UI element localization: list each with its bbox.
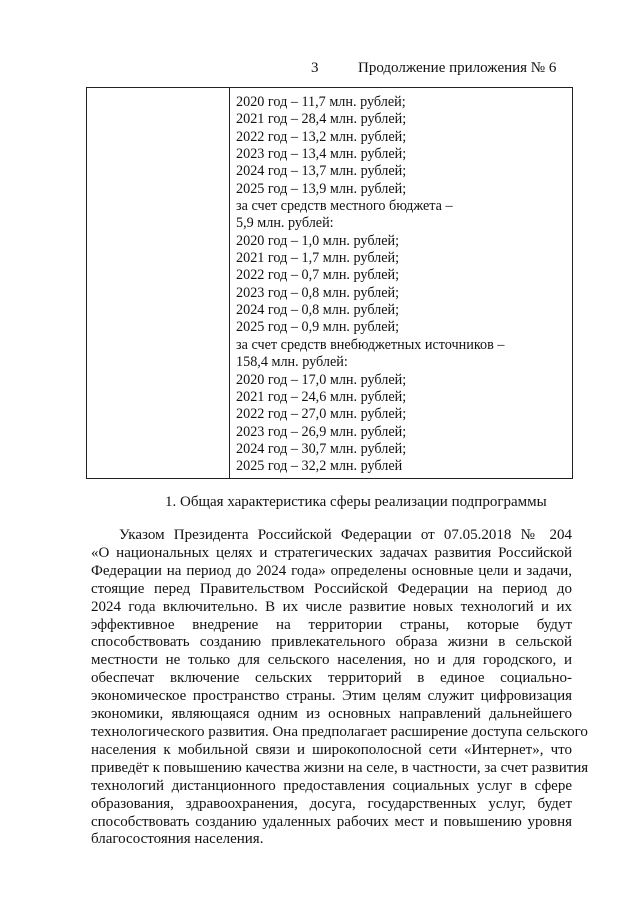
paragraph-line: 2024 года включительно. В их числе развитие новых технологий и их [91,598,572,615]
paragraph-line: благосостояния населения. [91,831,264,848]
body-paragraph [91,527,589,849]
table-line: 2024 год – 13,7 млн. рублей; [236,163,407,180]
table-line: 2025 год – 32,2 млн. рублей [236,458,403,475]
paragraph-line: экономики, являющаяся одним из основных направлений дальнейшего [91,706,572,723]
table-line: 2025 год – 0,9 млн. рублей; [236,319,400,336]
paragraph-line: местности не только для сельского населения, но и для городского, и [91,652,572,669]
paragraph-line: стоящие перед Правительством Российской Федерации на период до [91,580,572,597]
paragraph-line: способствовать созданию привлекательного образа жизни в сельской [91,634,572,651]
paragraph-line: технологий дистанционного предоставления социальных услуг в сфере [91,777,572,794]
paragraph-line: «О национальных целях и стратегических задачах развития Российской [91,544,572,561]
table-line: 2025 год – 13,9 млн. рублей; [236,180,407,197]
paragraph-line: экономическое пространство страны. Этим целям служит цифровизация [91,688,572,705]
funding-table [86,87,573,479]
paragraph-line: населения к мобильной связи и широкополосной сети «Интернет», что [91,741,572,758]
page-header [0,60,640,80]
appendix-continuation-title: Продолжение приложения № 6 [358,60,557,76]
table-line: 2020 год – 17,0 млн. рублей; [236,371,407,388]
table-line: 5,9 млн. рублей: [236,215,334,232]
table-line: 2020 год – 11,7 млн. рублей; [236,94,406,110]
paragraph-line: Указом Президента Российской Федерации от 07.05.2018 № 204 [119,527,572,543]
table-line: 2022 год – 13,2 млн. рублей; [236,128,407,145]
paragraph-line: Федерации на период до 2024 года» определены основные цели и задачи, [91,562,572,579]
table-line: 2021 год – 24,6 млн. рублей; [236,388,407,405]
paragraph-line: обеспечат включение сельских территорий в единое социально- [91,670,572,687]
table-line: 2024 год – 0,8 млн. рублей; [236,302,400,319]
paragraph-line: приведёт к повышению качества жизни на селе, в частности, за счет развития [91,759,589,776]
funding-table-cell [236,94,568,476]
table-line: 158,4 млн. рублей: [236,354,348,371]
table-column-divider [229,88,230,478]
table-line: 2021 год – 28,4 млн. рублей; [236,111,407,128]
page-number: 3 [311,60,319,76]
table-line: 2021 год – 1,7 млн. рублей; [236,250,400,267]
table-line: 2022 год – 0,7 млн. рублей; [236,267,400,284]
table-line: 2020 год – 1,0 млн. рублей; [236,232,400,249]
paragraph-line: технологического развития. Она предполагает расширение доступа сельского [91,723,588,740]
section-heading: 1. Общая характеристика сферы реализации подпрограммы [165,494,547,510]
table-line: за счет средств внебюджетных источников – [236,336,505,353]
table-line: 2023 год – 26,9 млн. рублей; [236,423,407,440]
table-line: 2024 год – 30,7 млн. рублей; [236,440,407,457]
paragraph-line: эффективное внедрение на территории страны, которые будут [91,616,572,633]
table-line: за счет средств местного бюджета – [236,198,453,215]
paragraph-line: способствовать созданию удаленных рабочих мест и повышению уровня [91,813,572,830]
table-line: 2023 год – 13,4 млн. рублей; [236,146,407,163]
table-line: 2022 год – 27,0 млн. рублей; [236,406,407,423]
table-line: 2023 год – 0,8 млн. рублей; [236,284,400,301]
paragraph-line: образования, здравоохранения, досуга, государственных услуг, будет [91,795,572,812]
